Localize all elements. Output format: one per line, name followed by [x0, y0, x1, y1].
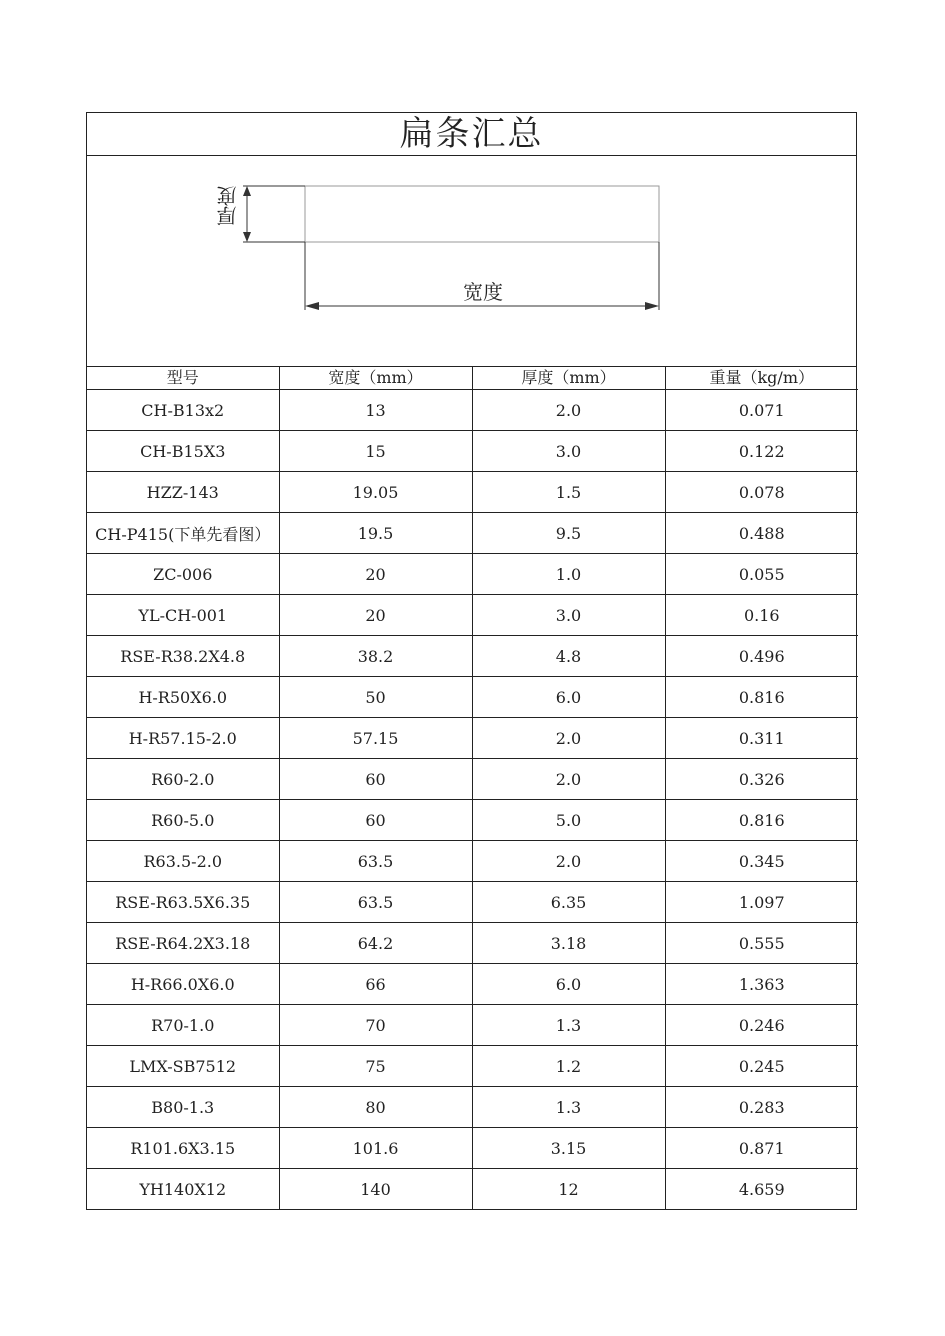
- cell-weight: 0.816: [665, 677, 858, 718]
- cell-model: R63.5-2.0: [87, 841, 279, 882]
- table-row: [87, 718, 858, 759]
- cell-model: YH140X12: [87, 1169, 279, 1210]
- cell-thickness: 2.0: [472, 759, 665, 800]
- cell-thickness: 2.0: [472, 841, 665, 882]
- cell-width: 19.05: [279, 472, 472, 513]
- cell-model: R101.6X3.15: [87, 1128, 279, 1169]
- cell-weight: 0.071: [665, 390, 858, 431]
- cell-weight: 4.659: [665, 1169, 858, 1210]
- cell-thickness: 2.0: [472, 390, 665, 431]
- table-row: [87, 513, 858, 554]
- table-row: [87, 677, 858, 718]
- bar-outline: [305, 186, 659, 242]
- cell-width: 70: [279, 1005, 472, 1046]
- cell-model: RSE-R63.5X6.35: [87, 882, 279, 923]
- cell-weight: 0.871: [665, 1128, 858, 1169]
- cell-model: R70-1.0: [87, 1005, 279, 1046]
- table-header-row: [87, 367, 858, 390]
- cell-width: 38.2: [279, 636, 472, 677]
- cell-weight: 0.078: [665, 472, 858, 513]
- table-row: [87, 882, 858, 923]
- table-row: [87, 1087, 858, 1128]
- cell-model: B80-1.3: [87, 1087, 279, 1128]
- cell-width: 60: [279, 800, 472, 841]
- sheet-title: 扁条汇总: [87, 113, 856, 156]
- thickness-arrow-top: [243, 186, 251, 196]
- cell-width: 63.5: [279, 841, 472, 882]
- table-row: [87, 1005, 858, 1046]
- cell-width: 63.5: [279, 882, 472, 923]
- cell-thickness: 6.0: [472, 964, 665, 1005]
- table-row: [87, 1169, 858, 1210]
- table-row: [87, 595, 858, 636]
- header-width: 宽度（mm）: [279, 367, 472, 390]
- cell-thickness: 3.15: [472, 1128, 665, 1169]
- cell-model: CH-P415(下单先看图）: [87, 513, 279, 554]
- cell-thickness: 1.0: [472, 554, 665, 595]
- cell-thickness: 6.0: [472, 677, 665, 718]
- table-row: [87, 841, 858, 882]
- cell-weight: 0.326: [665, 759, 858, 800]
- profile-drawing: [87, 156, 855, 366]
- cell-width: 19.5: [279, 513, 472, 554]
- cell-model: H-R50X6.0: [87, 677, 279, 718]
- table-row: [87, 390, 858, 431]
- cell-weight: 0.345: [665, 841, 858, 882]
- cell-thickness: 12: [472, 1169, 665, 1210]
- cell-thickness: 1.3: [472, 1087, 665, 1128]
- summary-sheet: [86, 112, 857, 1210]
- cell-width: 60: [279, 759, 472, 800]
- width-arrow-left: [305, 302, 319, 310]
- cell-model: ZC-006: [87, 554, 279, 595]
- header-weight: 重量（kg/m）: [665, 367, 858, 390]
- cell-model: LMX-SB7512: [87, 1046, 279, 1087]
- cell-width: 20: [279, 595, 472, 636]
- cell-weight: 1.363: [665, 964, 858, 1005]
- cell-weight: 0.246: [665, 1005, 858, 1046]
- cell-weight: 0.816: [665, 800, 858, 841]
- cell-thickness: 4.8: [472, 636, 665, 677]
- cell-model: RSE-R38.2X4.8: [87, 636, 279, 677]
- cell-thickness: 3.0: [472, 595, 665, 636]
- cell-thickness: 2.0: [472, 718, 665, 759]
- cell-weight: 0.488: [665, 513, 858, 554]
- cell-width: 101.6: [279, 1128, 472, 1169]
- cell-model: RSE-R64.2X3.18: [87, 923, 279, 964]
- thickness-label: 厚度: [216, 186, 240, 226]
- cell-width: 57.15: [279, 718, 472, 759]
- table-row: [87, 636, 858, 677]
- spec-table-body: [87, 367, 858, 1209]
- cell-weight: 1.097: [665, 882, 858, 923]
- table-row: [87, 923, 858, 964]
- cell-width: 64.2: [279, 923, 472, 964]
- width-arrow-right: [645, 302, 659, 310]
- header-model: 型号: [87, 367, 279, 390]
- cell-weight: 0.122: [665, 431, 858, 472]
- cell-thickness: 3.18: [472, 923, 665, 964]
- cell-width: 13: [279, 390, 472, 431]
- width-label: 宽度: [463, 280, 503, 304]
- cell-model: R60-5.0: [87, 800, 279, 841]
- thickness-arrow-bottom: [243, 232, 251, 242]
- cell-width: 75: [279, 1046, 472, 1087]
- cell-weight: 0.16: [665, 595, 858, 636]
- cell-thickness: 3.0: [472, 431, 665, 472]
- cell-weight: 0.311: [665, 718, 858, 759]
- cell-width: 15: [279, 431, 472, 472]
- cell-model: CH-B15X3: [87, 431, 279, 472]
- cell-thickness: 1.5: [472, 472, 665, 513]
- cell-model: R60-2.0: [87, 759, 279, 800]
- spec-table: [87, 367, 858, 1209]
- cell-thickness: 1.3: [472, 1005, 665, 1046]
- cell-thickness: 6.35: [472, 882, 665, 923]
- cell-weight: 0.055: [665, 554, 858, 595]
- cell-thickness: 9.5: [472, 513, 665, 554]
- cell-weight: 0.555: [665, 923, 858, 964]
- cell-width: 80: [279, 1087, 472, 1128]
- cell-width: 140: [279, 1169, 472, 1210]
- cell-model: CH-B13x2: [87, 390, 279, 431]
- cell-weight: 0.245: [665, 1046, 858, 1087]
- cell-model: HZZ-143: [87, 472, 279, 513]
- table-row: [87, 964, 858, 1005]
- table-row: [87, 1128, 858, 1169]
- table-row: [87, 759, 858, 800]
- cell-width: 66: [279, 964, 472, 1005]
- table-row: [87, 472, 858, 513]
- profile-diagram: [87, 156, 856, 367]
- header-thickness: 厚度（mm）: [472, 367, 665, 390]
- cell-width: 50: [279, 677, 472, 718]
- cell-weight: 0.283: [665, 1087, 858, 1128]
- table-row: [87, 1046, 858, 1087]
- cell-model: H-R57.15-2.0: [87, 718, 279, 759]
- table-row: [87, 800, 858, 841]
- table-row: [87, 554, 858, 595]
- cell-thickness: 5.0: [472, 800, 665, 841]
- table-row: [87, 431, 858, 472]
- cell-thickness: 1.2: [472, 1046, 665, 1087]
- cell-width: 20: [279, 554, 472, 595]
- cell-weight: 0.496: [665, 636, 858, 677]
- cell-model: YL-CH-001: [87, 595, 279, 636]
- cell-model: H-R66.0X6.0: [87, 964, 279, 1005]
